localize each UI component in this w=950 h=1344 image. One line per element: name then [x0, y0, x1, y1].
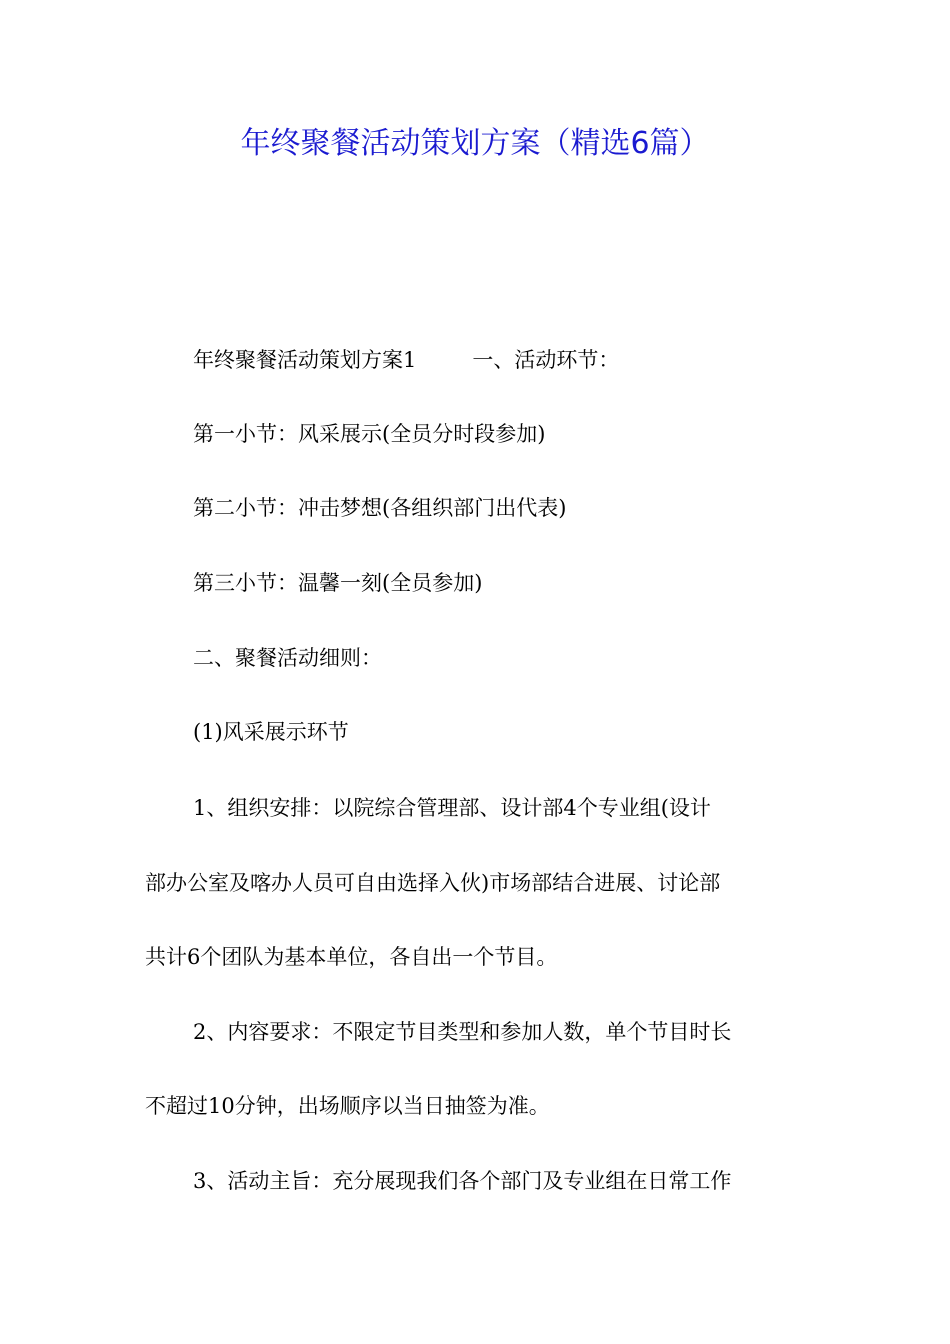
- paragraph-line: 不超过10分钟，出场顺序以当日抽签为准。: [145, 1094, 550, 1118]
- section-heading: 一、活动环节：: [472, 348, 620, 372]
- paragraph-line: 3、活动主旨：充分展现我们各个部门及专业组在日常工作: [193, 1169, 732, 1193]
- paragraph-line: [193, 346, 619, 374]
- plan-heading: 年终聚餐活动策划方案1: [193, 348, 417, 372]
- paragraph-line: 第一小节：风采展示(全员分时段参加): [193, 422, 546, 446]
- section-heading: 二、聚餐活动细则：: [193, 646, 382, 670]
- document-title: 年终聚餐活动策划方案（精选6篇）: [240, 126, 710, 161]
- paragraph-line: 2、内容要求：不限定节目类型和参加人数，单个节目时长: [193, 1020, 732, 1044]
- paragraph-line: 第三小节：温馨一刻(全员参加): [193, 571, 483, 595]
- paragraph-line: 1、组织安排：以院综合管理部、设计部4个专业组(设计: [193, 796, 711, 820]
- subsection-heading: (1)风采展示环节: [193, 720, 349, 744]
- paragraph-line: 第二小节：冲击梦想(各组织部门出代表): [193, 496, 567, 520]
- paragraph-line: 部办公室及喀办人员可自由选择入伙)市场部结合进展、讨论部: [145, 871, 721, 895]
- paragraph-line: 共计6个团队为基本单位，各自出一个节目。: [145, 945, 558, 969]
